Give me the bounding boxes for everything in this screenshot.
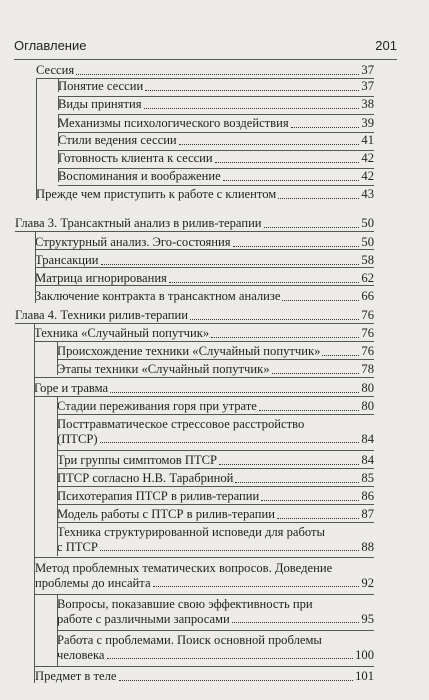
toc-entry[interactable] xyxy=(57,597,374,626)
bracket-rule-horizontal xyxy=(15,323,374,324)
dot-leader xyxy=(232,622,360,623)
toc-entry-title: Происхождение техники «Случайный попутчик» xyxy=(57,344,321,358)
toc-entry-title: Механизмы психологического воздействия xyxy=(58,116,289,130)
toc-entry-page: 41 xyxy=(361,133,374,147)
toc-entry-page: 85 xyxy=(361,471,374,485)
dot-leader xyxy=(277,518,359,519)
toc-entry-page: 76 xyxy=(361,344,374,358)
toc-entry[interactable] xyxy=(36,63,374,78)
dot-leader xyxy=(211,337,359,338)
bracket-rule-horizontal xyxy=(57,468,374,469)
toc-entry[interactable] xyxy=(35,235,374,250)
toc-entry[interactable] xyxy=(58,116,374,131)
bracket-rule-horizontal xyxy=(34,396,374,397)
running-title: Оглавление xyxy=(14,38,87,53)
dot-leader xyxy=(179,144,360,145)
toc-entry[interactable] xyxy=(58,97,374,112)
toc-entry[interactable] xyxy=(57,453,374,468)
dot-leader xyxy=(233,246,360,247)
bracket-rule-vertical xyxy=(57,341,58,375)
bracket-rule-horizontal xyxy=(15,231,374,232)
toc-entry[interactable] xyxy=(57,471,374,486)
toc-entry[interactable] xyxy=(58,169,374,184)
toc-entry-title: Вопросы, показавшие свою эффективность при xyxy=(57,597,313,611)
bracket-rule-horizontal xyxy=(34,666,374,667)
dot-leader xyxy=(223,180,360,181)
page-number: 201 xyxy=(375,38,397,53)
toc-entry-title: Глава 3. Трансактный анализ в рилив-терапии xyxy=(15,216,262,230)
toc-entry[interactable] xyxy=(57,362,374,377)
bracket-rule-horizontal xyxy=(58,132,374,133)
toc-entry-title: Стадии переживания горя при утрате xyxy=(57,399,257,413)
dot-leader xyxy=(101,264,360,265)
toc-entry-page: 84 xyxy=(361,453,374,467)
toc-entry-title: Матрица игнорирования xyxy=(35,271,167,285)
toc-entry[interactable] xyxy=(35,271,374,286)
toc-entry-title: Метод проблемных тематических вопросов. Доведение xyxy=(35,561,333,575)
toc-entry-page: 37 xyxy=(361,63,374,77)
dot-leader xyxy=(215,162,360,163)
toc-entry-page: 58 xyxy=(361,253,374,267)
toc-entry-title: Горе и травма xyxy=(34,381,109,395)
toc-entry-title-continued: проблемы до инсайта xyxy=(35,575,151,590)
toc-entry-title: Техника структурированной исповеди для работы xyxy=(57,525,325,539)
toc-entry-title: Три группы симптомов ПТСР xyxy=(57,453,218,467)
dot-leader xyxy=(190,319,359,320)
toc-entry-title: Этапы техники «Случайный попутчик» xyxy=(57,362,270,376)
dot-leader xyxy=(76,74,359,75)
toc-entry[interactable] xyxy=(57,399,374,414)
dot-leader xyxy=(261,500,359,501)
bracket-rule-horizontal xyxy=(58,114,374,115)
dot-leader xyxy=(110,392,359,393)
toc-entry-page: 100 xyxy=(355,647,374,662)
toc-entry-title: Понятие сессии xyxy=(58,79,144,93)
toc-entry-page: 37 xyxy=(361,79,374,93)
bracket-rule-vertical xyxy=(58,114,59,128)
dot-leader xyxy=(235,482,359,483)
toc-entry-title: Воспоминания и воображение xyxy=(58,169,221,183)
toc-entry-title: Работа с проблемами. Поиск основной проблемы xyxy=(57,633,322,647)
bracket-rule-vertical xyxy=(36,78,37,200)
toc-entry[interactable] xyxy=(57,525,374,554)
toc-entry[interactable] xyxy=(57,344,374,359)
dot-leader xyxy=(282,300,359,301)
toc-entry-page: 50 xyxy=(361,216,374,230)
toc-entry-title: Предмет в теле xyxy=(35,669,117,683)
toc-entry[interactable] xyxy=(58,79,374,94)
toc-entry[interactable] xyxy=(15,216,374,231)
toc-entry-page: 86 xyxy=(361,489,374,503)
bracket-rule-vertical xyxy=(57,396,58,556)
toc-entry[interactable] xyxy=(58,133,374,148)
bracket-rule-horizontal xyxy=(35,285,374,286)
bracket-rule-vertical xyxy=(58,168,59,182)
toc-entry-title-continued: (ПТСР) xyxy=(57,431,98,446)
bracket-rule-horizontal xyxy=(57,486,374,487)
toc-entry-title-continued: с ПТСР xyxy=(57,539,98,554)
bracket-rule-horizontal xyxy=(35,594,374,595)
toc-entry[interactable] xyxy=(57,633,374,662)
toc-entry-page: 76 xyxy=(361,326,374,340)
dot-leader xyxy=(264,227,360,228)
toc-entry[interactable] xyxy=(35,253,374,268)
toc-entry[interactable] xyxy=(57,507,374,522)
toc-entry-title: ПТСР согласно Н.В. Тарабриной xyxy=(57,471,234,485)
toc-entry[interactable] xyxy=(15,308,374,323)
toc-entry[interactable] xyxy=(34,381,374,396)
bracket-rule-horizontal xyxy=(35,267,374,268)
dot-leader xyxy=(259,410,360,411)
toc-entry-title: Глава 4. Техники рилив-терапии xyxy=(15,308,188,322)
toc-entry-page: 101 xyxy=(355,669,374,683)
dot-leader xyxy=(119,680,354,681)
toc-entry-page: 80 xyxy=(361,381,374,395)
toc-entry-title: Стили ведения сессии xyxy=(58,133,177,147)
bracket-rule-horizontal xyxy=(57,450,374,451)
toc-entry-title: Виды принятия xyxy=(58,97,142,111)
dot-leader xyxy=(219,464,359,465)
dot-leader xyxy=(291,127,360,128)
toc-entry-page: 66 xyxy=(361,289,374,303)
dot-leader xyxy=(100,550,359,551)
toc-entry-page: 95 xyxy=(361,611,374,626)
toc-entry-page: 88 xyxy=(361,539,374,554)
toc-entry[interactable] xyxy=(35,669,374,684)
bracket-rule-horizontal xyxy=(57,504,374,505)
toc-entry[interactable] xyxy=(34,326,374,341)
toc-entry[interactable] xyxy=(57,489,374,504)
bracket-rule-horizontal xyxy=(57,522,374,523)
toc-entry-title: Посттравматическое стрессовое расстройство xyxy=(57,417,305,431)
bracket-rule-horizontal xyxy=(34,341,374,342)
toc-entry-page: 84 xyxy=(361,431,374,446)
toc-entry-page: 38 xyxy=(361,97,374,111)
bracket-rule-horizontal xyxy=(35,249,374,250)
dot-leader xyxy=(278,198,359,199)
dot-leader xyxy=(169,282,360,283)
toc-entry-title: Трансакции xyxy=(35,253,99,267)
toc-entry-title: Прежде чем приступить к работе с клиентом xyxy=(36,187,277,201)
dot-leader xyxy=(107,658,354,659)
bracket-rule-horizontal xyxy=(57,359,374,360)
dot-leader xyxy=(322,355,359,356)
toc-entry-page: 78 xyxy=(361,362,374,376)
toc-entry-title: Техника «Случайный попутчик» xyxy=(34,326,210,340)
bracket-rule-vertical xyxy=(58,132,59,146)
bracket-rule-horizontal xyxy=(36,78,374,79)
bracket-rule-horizontal xyxy=(34,557,374,558)
bracket-rule-horizontal xyxy=(58,168,374,169)
toc-entry[interactable] xyxy=(57,417,374,446)
toc-entry-title-continued: человека xyxy=(57,647,105,662)
toc-entry-title: Модель работы с ПТСР в рилив-терапии xyxy=(57,507,275,521)
toc-entry[interactable] xyxy=(58,151,374,166)
toc-entry-page: 39 xyxy=(361,116,374,130)
toc-entry[interactable] xyxy=(36,187,374,202)
toc-entry-page: 42 xyxy=(361,169,374,183)
toc-entry-title: Сессия xyxy=(36,63,75,77)
toc-entry-page: 50 xyxy=(361,235,374,249)
toc-entry-page: 80 xyxy=(361,399,374,413)
bracket-rule-vertical xyxy=(58,78,59,92)
dot-leader xyxy=(100,442,360,443)
toc-entry[interactable] xyxy=(35,561,374,590)
toc-entry-title: Структурный анализ. Эго-состояния xyxy=(35,235,231,249)
toc-entry-page: 43 xyxy=(361,187,374,201)
bracket-rule-horizontal xyxy=(57,414,374,415)
bracket-rule-horizontal xyxy=(58,96,374,97)
bracket-rule-horizontal xyxy=(34,377,374,378)
dot-leader xyxy=(153,586,360,587)
toc-entry-page: 62 xyxy=(361,271,374,285)
toc-entry-title: Готовность клиента к сессии xyxy=(58,151,213,165)
bracket-rule-horizontal xyxy=(58,150,374,151)
toc-entry-page: 87 xyxy=(361,507,374,521)
bracket-rule-vertical xyxy=(58,150,59,164)
toc-entry-page: 76 xyxy=(361,308,374,322)
toc-entry-title: Психотерапия ПТСР в рилив-терапии xyxy=(57,489,260,503)
bracket-rule-vertical xyxy=(58,96,59,110)
toc-entry-title-continued: работе с различными запросами xyxy=(57,611,230,626)
toc-entry-title: Заключение контракта в трансактном анализе xyxy=(35,289,281,303)
dot-leader xyxy=(272,373,360,374)
toc-entry[interactable] xyxy=(35,289,374,304)
toc-entry-page: 92 xyxy=(361,575,374,590)
toc-entry-page: 42 xyxy=(361,151,374,165)
dot-leader xyxy=(145,90,359,91)
bracket-rule-horizontal xyxy=(58,185,374,186)
bracket-rule-horizontal xyxy=(57,630,374,631)
dot-leader xyxy=(144,108,360,109)
